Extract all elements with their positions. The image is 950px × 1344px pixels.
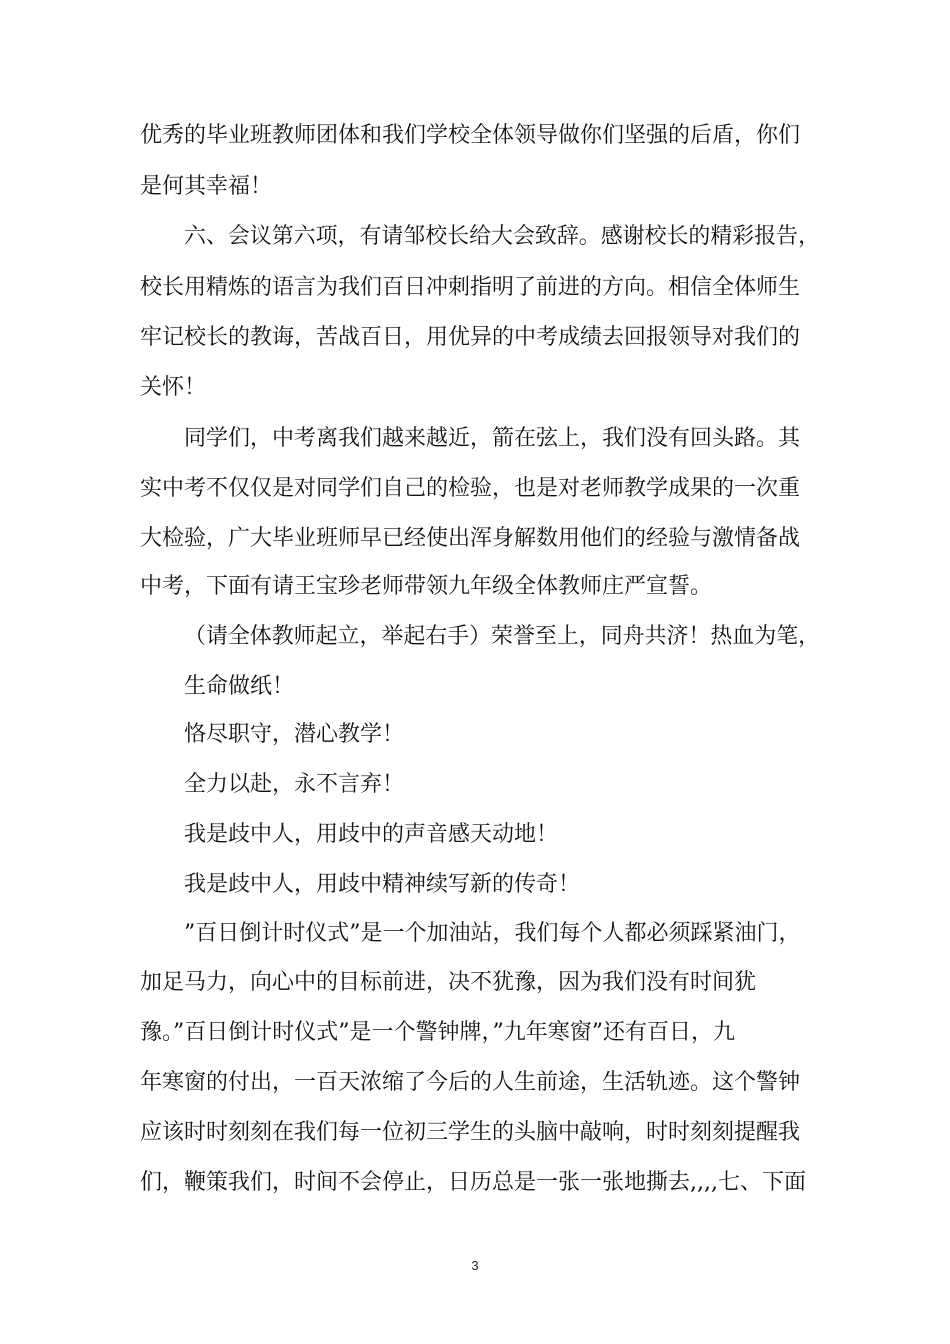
text-line: 我是歧中人，用歧中的声音感天动地！ — [184, 822, 559, 847]
text-line: 应该时时刻刻在我们每一位初三学生的头脑中敲响，时时刻刻提醒我 — [140, 1120, 801, 1145]
text-line: 牢记校长的教诲，苦战百日，用优异的中考成绩去回报领导对我们的 — [140, 325, 801, 350]
text-line: ”百日倒计时仪式”是一个加油站，我们每个人都必须踩紧油门， — [184, 921, 801, 946]
text-line: 关怀！ — [140, 375, 207, 400]
page-number: 3 — [471, 1258, 479, 1273]
text-line: 六、会议第六项，有请邹校长给大会致辞。感谢校长的精彩报告， — [184, 224, 821, 249]
text-line: 生命做纸！ — [184, 674, 295, 699]
text-line: 豫。”百日倒计时仪式”是一个警钟牌，”九年寒窗”还有百日，九 — [140, 1020, 735, 1045]
text-line: （请全体教师起立，举起右手）荣誉至上，同舟共济！热血为笔， — [184, 624, 821, 649]
text-line: 恪尽职守，潜心教学！ — [184, 722, 405, 747]
text-line: 校长用精炼的语言为我们百日冲刺指明了前进的方向。相信全体师生 — [140, 275, 801, 300]
text-line: 大检验，广大毕业班师早已经使出浑身解数用他们的经验与激情备战 — [140, 526, 801, 551]
text-line: 同学们，中考离我们越来越近，箭在弦上，我们没有回头路。其 — [184, 426, 801, 451]
text-line: 年寒窗的付出，一百天浓缩了今后的人生前途，生活轨迹。这个警钟 — [140, 1070, 801, 1095]
text-line: 我是歧中人，用歧中精神续写新的传奇！ — [184, 872, 581, 897]
text-line: 全力以赴，永不言弃！ — [184, 772, 405, 797]
text-line: 优秀的毕业班教师团体和我们学校全体领导做你们坚强的后盾，你们 — [140, 123, 801, 148]
text-line: 实中考不仅仅是对同学们自己的检验，也是对老师教学成果的一次重 — [140, 476, 801, 501]
text-line: 中考，下面有请王宝珍老师带领九年级全体教师庄严宣誓。 — [140, 574, 713, 599]
text-line: 是何其幸福！ — [140, 174, 273, 199]
text-line: 们，鞭策我们，时间不会停止，日历总是一张一张地撕去,,,,七、下面 — [140, 1170, 806, 1195]
text-line: 加足马力，向心中的目标前进，决不犹豫，因为我们没有时间犹 — [140, 970, 757, 995]
